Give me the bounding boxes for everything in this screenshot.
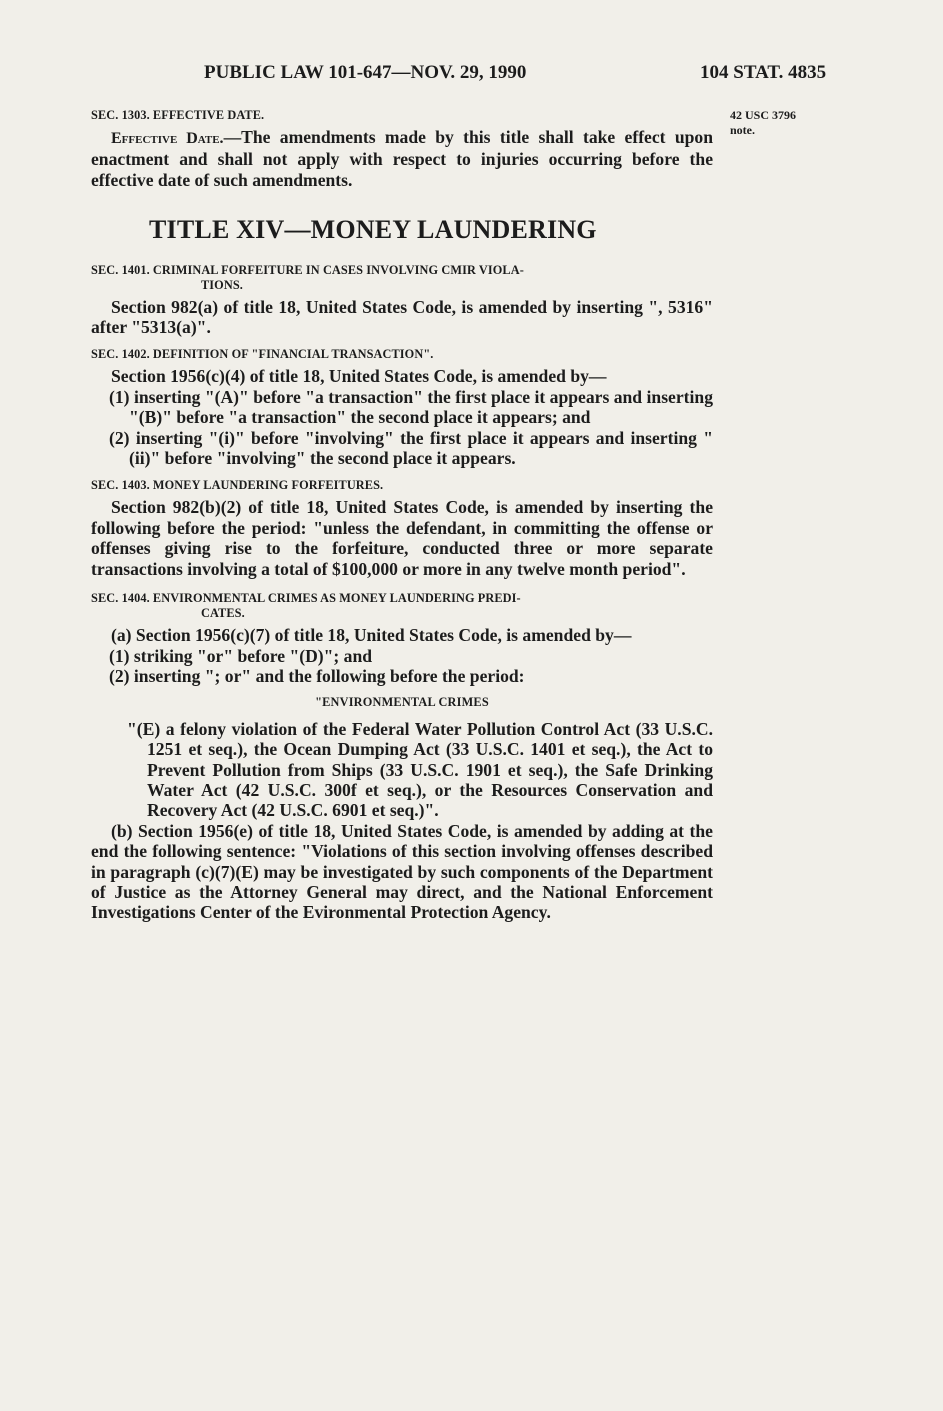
- section-1303-heading: SEC. 1303. EFFECTIVE DATE.: [91, 108, 265, 122]
- section-1401-text: Section 982(a) of title 18, United States Code, is amended by inserting ", 5316" after "5313(a)".: [91, 296, 713, 338]
- section-1402-item-2: (2) inserting "(i)" before "involving" the first place it appears and inserting "(ii)" before "involving" the second place it appears.: [109, 427, 713, 469]
- margin-note-citation: 42 USC 3796: [730, 108, 797, 122]
- margin-note: [730, 108, 850, 138]
- section-1404-heading-line2: CATES.: [201, 606, 245, 621]
- section-1402-item-1: (1) inserting "(A)" before "a transaction" the first place it appears and inserting "(B)" before "a transaction" the second place it appears; and: [109, 386, 713, 428]
- environmental-crimes-subheading: "ENVIRONMENTAL CRIMES: [315, 695, 489, 710]
- margin-note-suffix: note.: [730, 123, 755, 137]
- section-1403-text: Section 982(b)(2) of title 18, United States Code, is amended by inserting the following before the period: "unless the defendant, in committing the offense or offenses giving rise to the forfeiture, conducted three or more separate transactions involving a total of $100,000 or more in any twelve month period".: [91, 497, 713, 579]
- section-1404-subsection-a: (a) Section 1956(c)(7) of title 18, United States Code, is amended by—: [111, 625, 632, 646]
- section-1404-heading: [91, 591, 713, 621]
- section-1401-heading: [91, 263, 713, 293]
- document-body: [91, 108, 713, 923]
- section-1303-text: [91, 127, 713, 190]
- section-1404-subsection-b: (b) Section 1956(e) of title 18, United States Code, is amended by adding at the end the following sentence: "Violations of this section involving offenses described in paragraph (c)(7)(E) may be investigated by such components of the Department of Justice as the Attorney General may direct, and the National Enforcement Investigations Center of the Evironmental Protection Agency.: [91, 820, 713, 923]
- section-1401-heading-line2: TIONS.: [201, 277, 243, 292]
- section-1404-quoted-paragraph-e: "(E) a felony violation of the Federal Water Pollution Control Act (33 U.S.C. 1251 et seq.), the Ocean Dumping Act (33 U.S.C. 1401 et seq.), the Act to Prevent Pollution from Ships (33 U.S.C. 1901 et seq.), the Safe Drinking Water Act (42 U.S.C. 300f et seq.), or the Resources Conservation and Recovery Act (42 U.S.C. 6901 et seq.)".: [127, 718, 713, 821]
- header-stat-page: 104 STAT. 4835: [700, 62, 827, 83]
- section-1402-text: Section 1956(c)(4) of title 18, United States Code, is amended by—: [111, 366, 607, 387]
- section-1404-heading-line1: SEC. 1404. ENVIRONMENTAL CRIMES AS MONEY LAUNDERING PREDI-: [91, 591, 521, 606]
- section-1403-heading: SEC. 1403. MONEY LAUNDERING FORFEITURES.: [91, 478, 384, 493]
- section-1303-run-in: Effective Date.: [111, 130, 224, 147]
- page-header: [0, 62, 943, 90]
- section-1404-item-1: (1) striking "or" before "(D)"; and: [109, 645, 373, 666]
- title-heading: TITLE XIV—MONEY LAUNDERING: [149, 215, 597, 245]
- header-public-law: PUBLIC LAW 101-647—NOV. 29, 1990: [204, 62, 527, 83]
- section-1401-heading-line1: SEC. 1401. CRIMINAL FORFEITURE IN CASES INVOLVING CMIR VIOLA-: [91, 262, 524, 277]
- section-1303-body: —The amendments made by this title shall take effect upon enactment and shall not apply with respect to injuries occurring before the effective date of such amendments.: [91, 127, 713, 190]
- section-1402-heading: SEC. 1402. DEFINITION OF "FINANCIAL TRANSACTION".: [91, 347, 434, 362]
- section-1404-item-2: (2) inserting "; or" and the following before the period:: [109, 665, 525, 686]
